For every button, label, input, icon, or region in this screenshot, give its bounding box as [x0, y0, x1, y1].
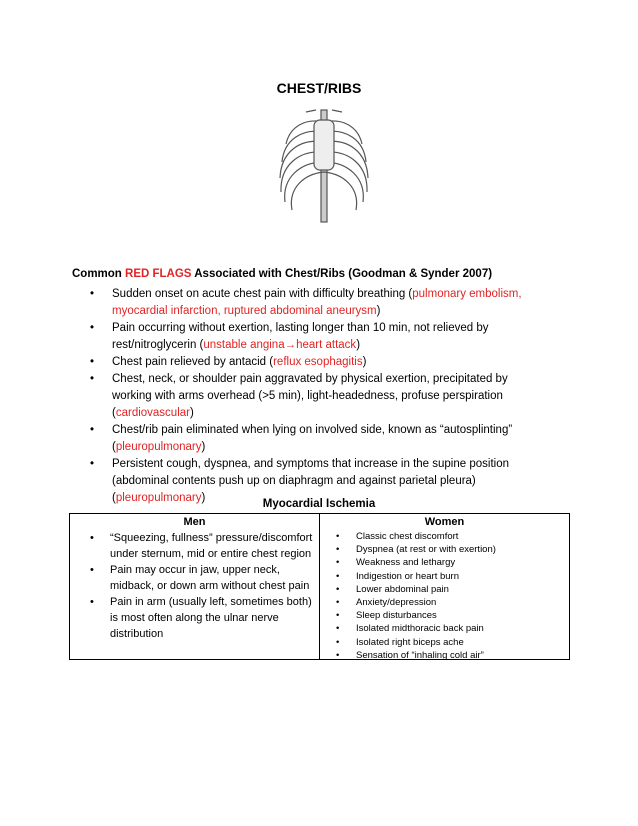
- list-item: • Chest pain relieved by antacid (reflux esophagitis): [90, 354, 550, 371]
- red-flags-list: [90, 286, 550, 507]
- bullet-icon: •: [90, 356, 95, 368]
- women-symptom-list: [320, 530, 569, 662]
- bullet-icon: •: [90, 532, 94, 544]
- bullet-icon: •: [336, 649, 340, 661]
- list-item: • Chest/rib pain eliminated when lying on involved side, known as “autosplinting” (pleuropulmonary): [90, 424, 513, 453]
- bullet-icon: •: [90, 596, 94, 608]
- bullet-icon: •: [336, 570, 340, 582]
- men-symptom-list: [70, 530, 319, 642]
- bullet-icon: •: [336, 557, 340, 569]
- men-column: [70, 514, 320, 659]
- list-item: • Classic chest discomfort: [336, 531, 459, 542]
- men-header: Men: [183, 516, 206, 528]
- bullet-icon: •: [90, 564, 94, 576]
- red-flags-heading: Common RED FLAGS Associated with Chest/Ribs (Goodman & Synder 2007): [72, 268, 493, 280]
- bullet-icon: •: [90, 322, 95, 334]
- myocardial-ischemia-title: Myocardial Ischemia: [262, 498, 376, 510]
- bullet-icon: •: [336, 610, 340, 622]
- list-item: • Dyspnea (at rest or with exertion): [336, 544, 496, 556]
- list-item: • Lower abdominal pain: [336, 583, 449, 595]
- bullet-icon: •: [90, 458, 95, 470]
- bullet-icon: •: [336, 623, 340, 635]
- bullet-icon: •: [336, 597, 340, 609]
- rib-cage-illustration: [276, 104, 372, 232]
- list-item: • Isolated midthoracic back pain: [336, 623, 484, 635]
- list-item: • Indigestion or heart burn: [336, 570, 459, 582]
- bullet-icon: •: [336, 544, 340, 556]
- bullet-icon: •: [336, 583, 340, 595]
- women-header: Women: [424, 516, 465, 528]
- list-item: • Pain may occur in jaw, upper neck, midback, or down arm without chest pain: [90, 564, 310, 592]
- myocardial-ischemia-table: [69, 513, 570, 660]
- list-item: • Pain occurring without exertion, lasting longer than 10 min, not relieved by rest/nitroglycerin (unstable angina→heart attack): [90, 322, 489, 351]
- bullet-icon: •: [90, 373, 95, 385]
- bullet-icon: •: [90, 424, 95, 436]
- list-item: • Chest, neck, or shoulder pain aggravated by physical exertion, precipitated by working with arms overhead (>5 min), light-headedness, profuse perspiration (cardiovascular): [90, 373, 508, 419]
- list-item: • Isolated right biceps ache: [336, 636, 464, 648]
- list-item: • Persistent cough, dyspnea, and symptoms that increase in the supine position (abdominal contents push up on diaphragm and against parietal pleura) (pleuropulmonary): [90, 458, 509, 504]
- list-item: • “Squeezing, fullness” pressure/discomfort under sternum, mid or entire chest region: [90, 532, 313, 560]
- list-item: • Sensation of “inhaling cold air”: [336, 649, 484, 661]
- page-title: CHEST/RIBS: [276, 80, 362, 96]
- bullet-icon: •: [336, 531, 340, 542]
- list-item: • Sleep disturbances: [336, 610, 437, 622]
- women-column: [320, 514, 569, 659]
- list-item: • Anxiety/depression: [336, 597, 437, 609]
- bullet-icon: •: [336, 636, 340, 648]
- red-flags-label: RED FLAGS: [125, 268, 192, 280]
- bullet-icon: •: [90, 288, 95, 300]
- list-item: • Sudden onset on acute chest pain with difficulty breathing (pulmonary embolism, myocardial infarction, ruptured abdominal aneurysm): [90, 288, 522, 317]
- list-item: • Weakness and lethargy: [336, 557, 456, 569]
- list-item: • Pain in arm (usually left, sometimes both) is most often along the ulnar nerve distribution: [90, 596, 312, 640]
